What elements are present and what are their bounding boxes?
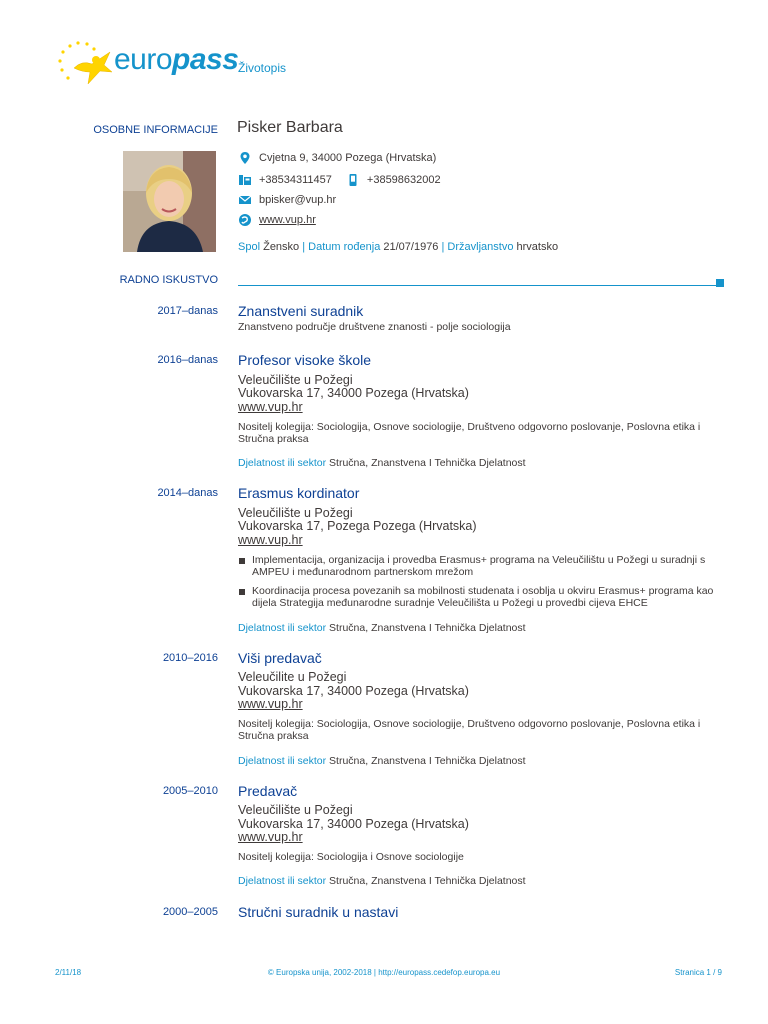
dob-label: Datum rođenja (308, 241, 381, 253)
personal-details-line (238, 241, 558, 253)
bullet-text: Implementacija, organizacija i provedba Erasmus+ programa na Veleučilištu u Požegi u suradnji s AMPEU i međunarodnom partnerskom mrežom (252, 554, 706, 578)
employer-website-link[interactable]: www.vup.hr (238, 400, 303, 414)
sector-value: Stručna, Znanstvena I Tehnička Djelatnost (329, 622, 526, 634)
logo-text-light: euro (114, 43, 173, 76)
footer-page-number: Stranica 1 / 9 (674, 968, 722, 977)
job-description: Nositelj kolegija: Sociologija, Osnove sociologije, Društveno odgovorno poslovanje, Poslovna etika i Stručna praksa (238, 718, 701, 742)
sector-line (238, 875, 526, 887)
job-dates: 2014–danas (157, 487, 218, 499)
logo-text-bold: pass (172, 43, 239, 76)
phone-icon (238, 173, 252, 187)
phone-text: +38534311457 (259, 174, 332, 186)
address-text: Cvjetna 9, 34000 Pozega (Hrvatska) (259, 152, 437, 164)
employer-address: Vukovarska 17, 34000 Pozega (Hrvatska) (238, 386, 469, 400)
website-globe-icon (238, 213, 252, 227)
separator: | (441, 241, 445, 253)
employer-website-link[interactable]: www.vup.hr (238, 830, 303, 844)
sector-label: Djelatnost ili sektor (238, 622, 327, 634)
footer-date: 2/11/18 (55, 968, 82, 977)
section-marker (716, 279, 724, 287)
work-experience-label: RADNO ISKUSTVO (119, 274, 218, 286)
gender-value: Žensko (263, 241, 300, 253)
website-row (238, 213, 316, 227)
email-icon (238, 193, 252, 207)
person-name: Pisker Barbara (237, 119, 343, 136)
bullet-text: Koordinacija procesa povezanih sa mobilnosti studenata i osoblja u okviru Erasmus+ programa kao dijela Strategija međunarodne suradnje Veleučilišta u Požegi u provedbi cijeva EHCE (252, 585, 714, 609)
job-subtitle: Znanstveno područje društvene znanosti - polje sociologija (238, 321, 511, 333)
sector-label: Djelatnost ili sektor (238, 457, 327, 469)
nationality-value: hrvatsko (516, 241, 559, 253)
document-title: Životopis (238, 61, 287, 75)
job-dates: 2016–danas (157, 354, 218, 366)
dob-value: 21/07/1976 (383, 241, 439, 253)
employer-address: Vukovarska 17, Pozega Pozega (Hrvatska) (238, 519, 477, 533)
footer-copyright[interactable]: © Europska unija, 2002-2018 | http://europass.cedefop.europa.eu (267, 968, 501, 977)
job-description: Nositelj kolegija: Sociologija, Osnove sociologije, Društveno odgovorno poslovanje, Poslovna etika i Stručna praksa (238, 421, 701, 445)
sector-label: Djelatnost ili sektor (238, 755, 327, 767)
gender-label: Spol (238, 241, 261, 253)
employer-name: Veleučilište u Požegi (238, 373, 353, 387)
job-title: Viši predavač (238, 650, 322, 666)
employer-name: Veleučilište u Požegi (238, 803, 353, 817)
job-title: Stručni suradnik u nastavi (238, 904, 399, 920)
address-row (238, 151, 436, 165)
location-pin-icon (238, 151, 252, 165)
europass-wordmark (114, 44, 238, 76)
mobile-text: +38598632002 (366, 174, 441, 186)
personal-info-label: OSOBNE INFORMACIJE (93, 124, 218, 136)
employer-address: Vukovarska 17, 34000 Pozega (Hrvatska) (238, 817, 469, 831)
email-row (238, 193, 336, 207)
profile-photo-image (123, 151, 216, 252)
separator: | (302, 241, 306, 253)
sector-value: Stručna, Znanstvena I Tehnička Djelatnost (329, 755, 526, 767)
job-title: Erasmus kordinator (238, 485, 360, 501)
job-description: Nositelj kolegija: Sociologija i Osnove sociologije (238, 851, 464, 863)
profile-photo (123, 151, 216, 252)
job-dates: 2010–2016 (162, 652, 218, 664)
employer-address: Vukovarska 17, 34000 Pozega (Hrvatska) (238, 684, 469, 698)
job-title: Profesor visoke škole (238, 352, 372, 368)
section-divider (238, 285, 724, 286)
sector-value: Stručna, Znanstvena I Tehnička Djelatnost (329, 457, 526, 469)
job-dates: 2005–2010 (162, 785, 218, 797)
employer-name: Veleučilite u Požegi (238, 670, 347, 684)
employer-name: Veleučilište u Požegi (238, 506, 353, 520)
sector-value: Stručna, Znanstvena I Tehnička Djelatnost (329, 875, 526, 887)
sector-line (238, 457, 526, 469)
nationality-label: Državljanstvo (447, 241, 514, 253)
job-title: Predavač (238, 783, 298, 799)
bullet-square-icon (239, 558, 245, 564)
bullet-square-icon (239, 589, 245, 595)
employer-website-link[interactable]: www.vup.hr (238, 697, 303, 711)
sector-line (238, 755, 526, 767)
job-title: Znanstveni suradnik (238, 303, 364, 319)
bullet-item (238, 554, 723, 578)
employer-website-link[interactable]: www.vup.hr (238, 533, 303, 547)
job-dates: 2000–2005 (162, 906, 218, 918)
bullet-item (238, 585, 723, 609)
email-text[interactable]: bpisker@vup.hr (259, 194, 337, 206)
phone-row (238, 173, 441, 187)
job-dates: 2017–danas (157, 305, 218, 317)
website-link[interactable]: www.vup.hr (259, 214, 316, 226)
sector-label: Djelatnost ili sektor (238, 875, 327, 887)
sector-line (238, 622, 526, 634)
mobile-phone-icon (346, 173, 360, 187)
